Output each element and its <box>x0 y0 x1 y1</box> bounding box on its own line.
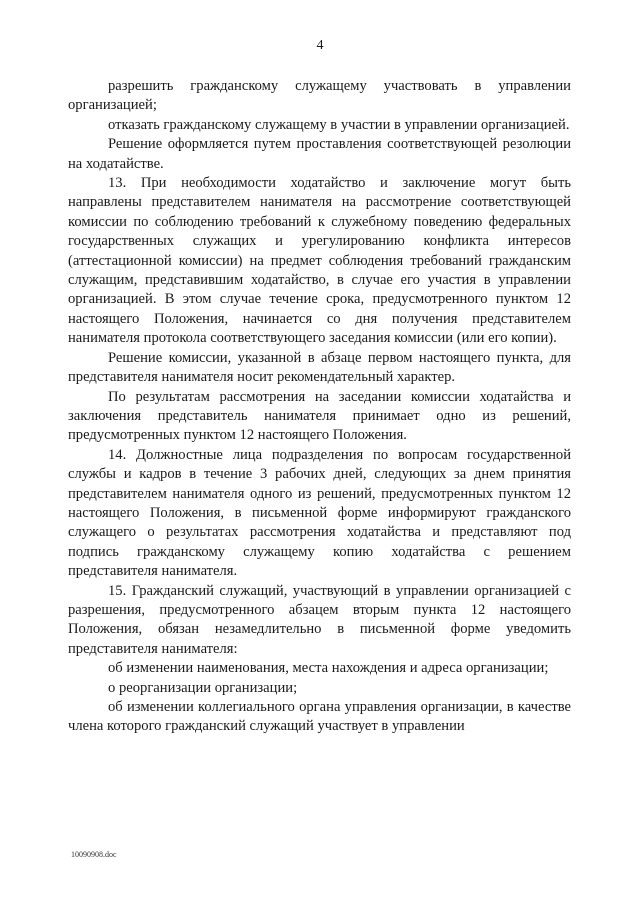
page-number: 4 <box>316 38 324 53</box>
paragraph-item-15: 15. Гражданский служащий, участвующий в управлении организацией с разрешения, предусмотренного абзацем вторым пункта 12 настоящего Положения, обязан незамедлительно в письменной форме уведомить представителя нанимателя: <box>68 582 571 657</box>
paragraph-name-change: об изменении наименования, места нахождения и адреса организации; <box>108 660 549 677</box>
paragraph-review-results: По результатам рассмотрения на заседании комиссии ходатайства и заключения представитель нанимателя принимает одно из решений, предусмотренных пунктом 12 настоящего Положения. <box>68 388 571 444</box>
paragraph-decision-resolution: Решение оформляется путем проставления соответствующей резолюции на ходатайстве. <box>68 136 571 172</box>
paragraph-permit: разрешить гражданскому служащему участвовать в управлении организацией; <box>68 78 571 114</box>
paragraph-commission-decision: Решение комиссии, указанной в абзаце первом настоящего пункта, для представителя нанимателя носит рекомендательный характер. <box>68 349 571 386</box>
paragraph-item-13: 13. При необходимости ходатайство и заключение могут быть направлены представителем нанимателя на рассмотрение соответствующей комиссии по соблюдению требований к служебному поведению федеральных государственных служащих и урегулированию конфликта интересов (аттестационной комиссии) на предмет соблюдения требований гражданским служащим, представившим ходатайство, в случае его участия в управлении организацией. В этом случае течение срока, предусмотренного пунктом 12 настоящего Положения, начинается со дня получения представителем нанимателя протокола соответствующего заседания комиссии (или его копии). <box>68 175 571 347</box>
paragraph-item-14: 14. Должностные лица подразделения по вопросам государственной службы и кадров в течение 3 рабочих дней, следующих за днем принятия представителем нанимателя одного из решений, предусмотренных пунктом 12 настоящего Положения, в письменной форме информируют гражданского служащего о результатах рассмотрения ходатайства и представляют под подпись гражданскому служащему копию ходатайства с решением представителя нанимателя. <box>68 446 571 580</box>
footer-filename: 10090908.doc <box>71 850 117 859</box>
paragraph-refuse: отказать гражданскому служащему в участии в управлении организацией. <box>108 116 570 133</box>
document-body <box>68 77 571 737</box>
paragraph-board-change: об изменении коллегиального органа управления организации, в качестве члена которого гражданский служащий участвует в управлении <box>68 699 571 735</box>
paragraph-reorganization: о реорганизации организации; <box>108 679 298 696</box>
